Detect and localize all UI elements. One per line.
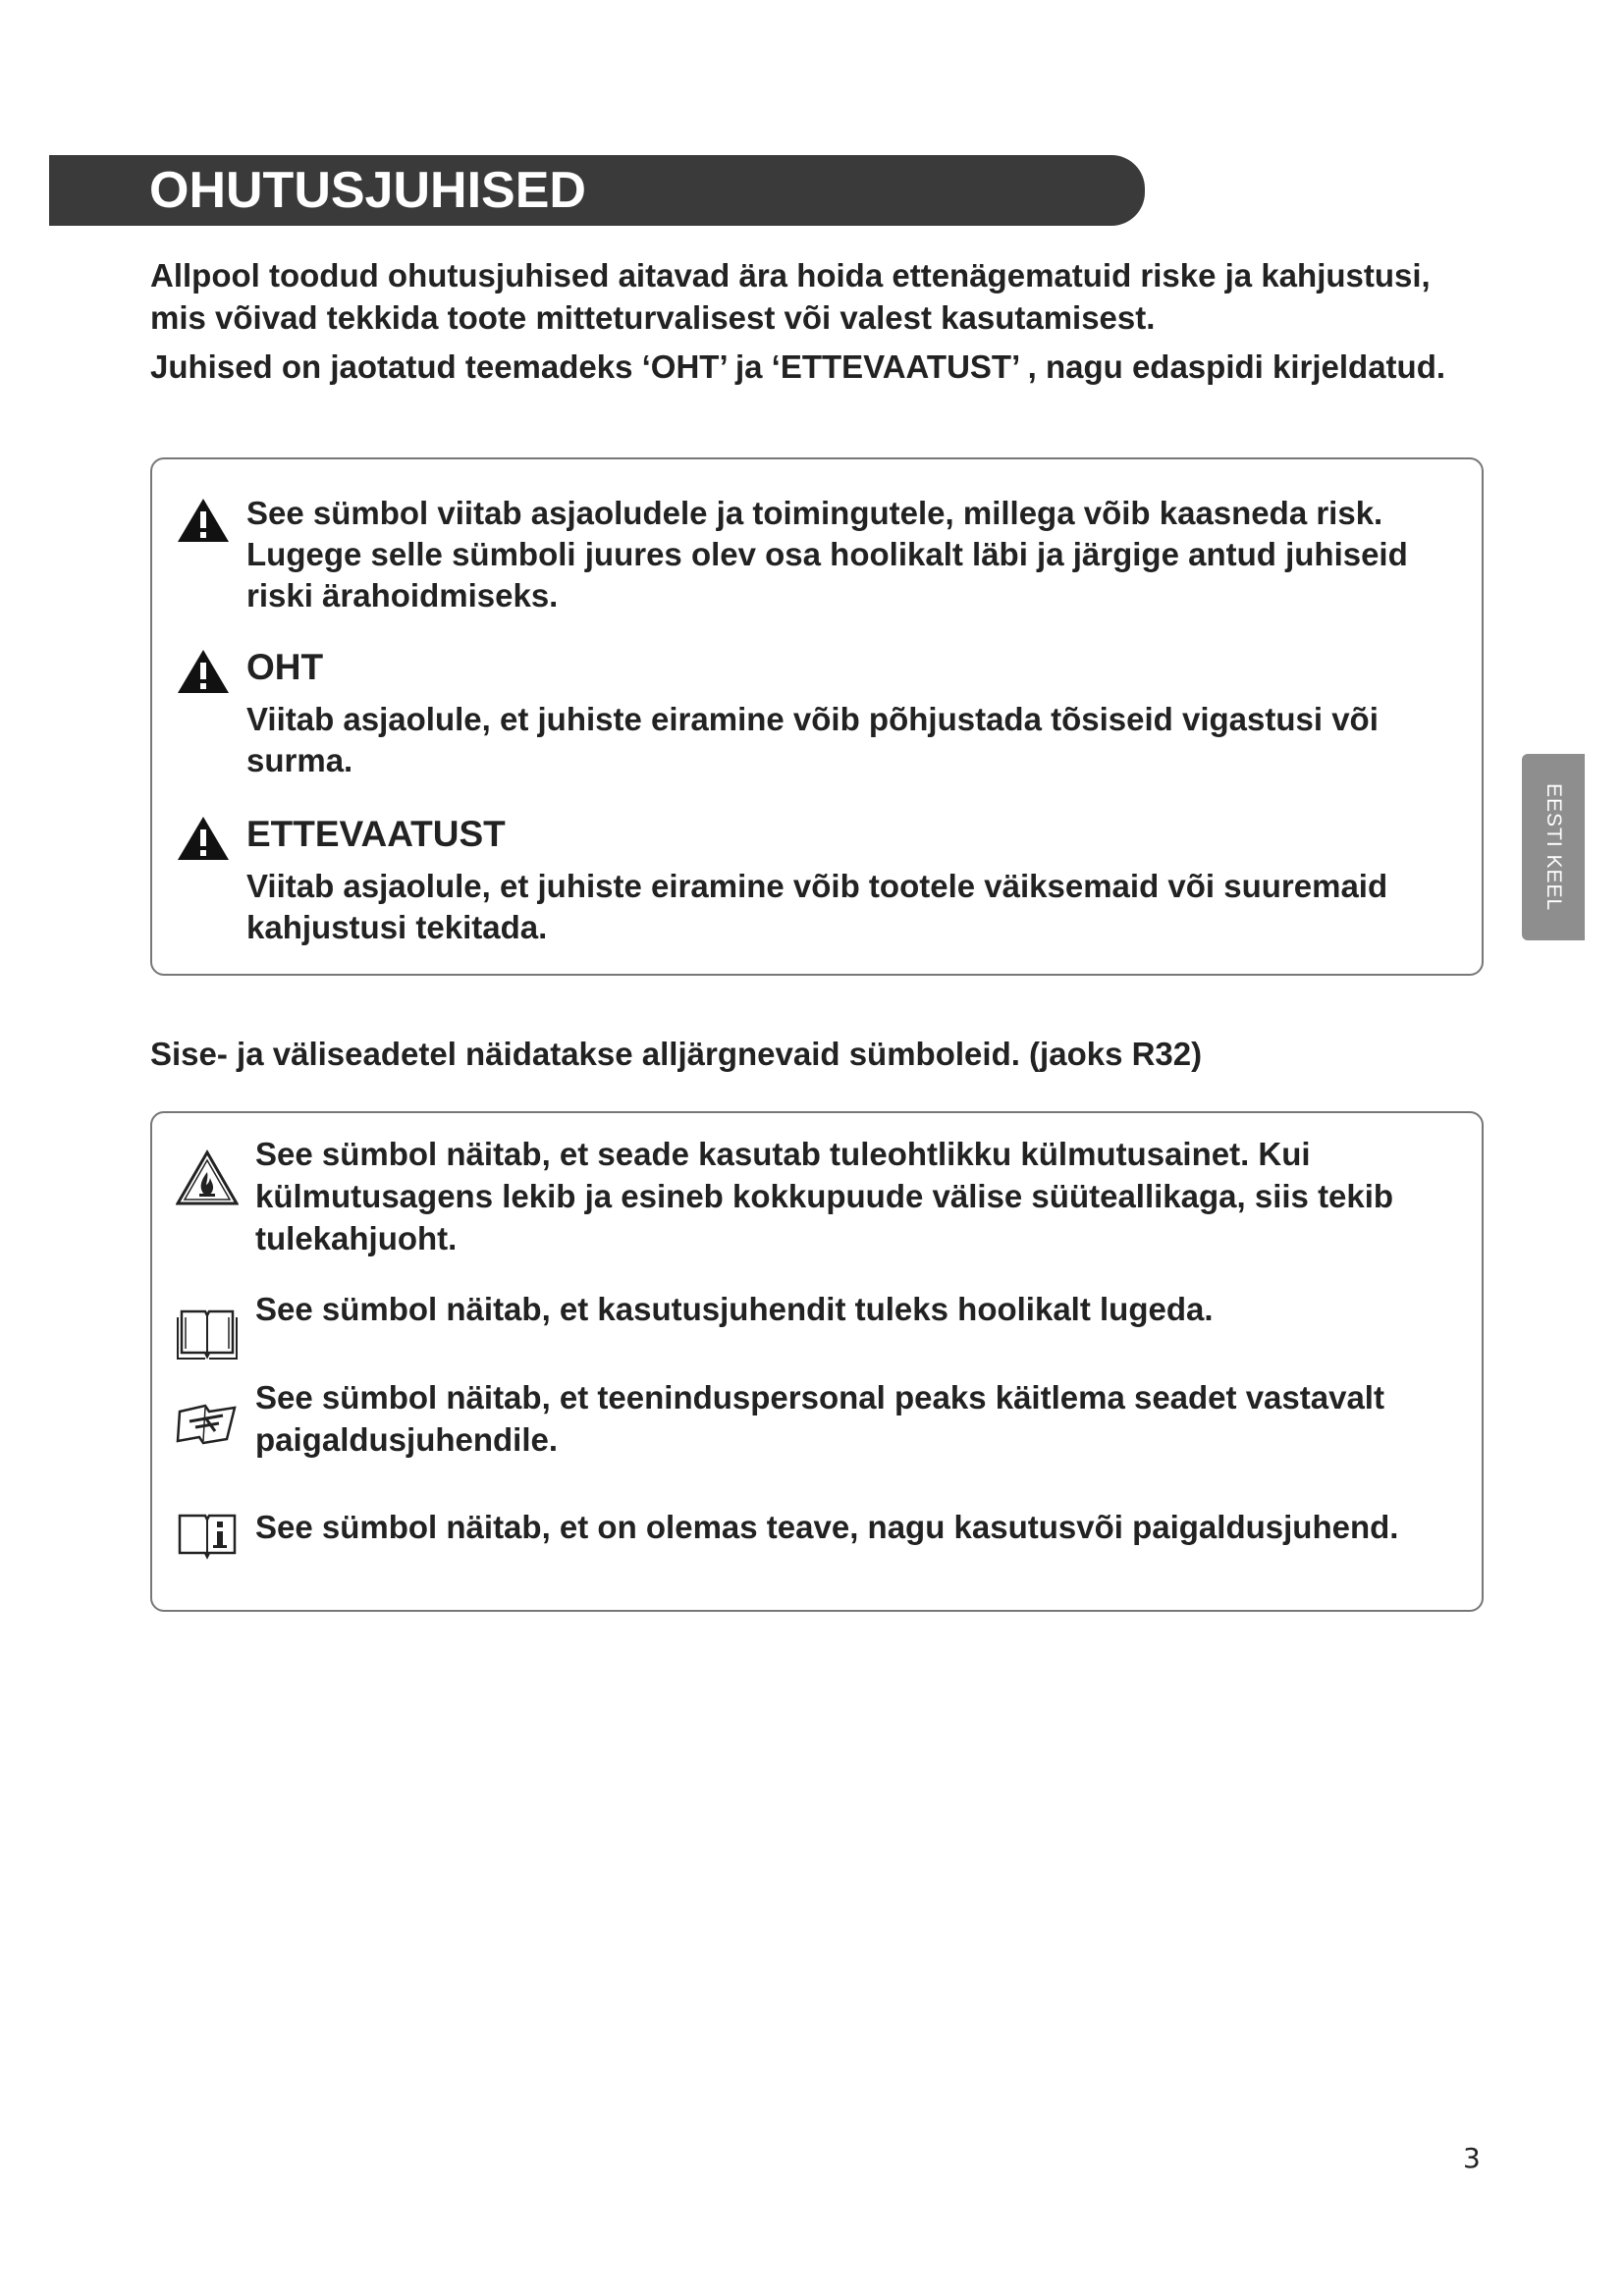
danger-heading: OHT: [246, 647, 324, 687]
service-manual-icon: [176, 1392, 239, 1451]
caution-text: Viitab asjaolule, et juhiste eiramine võib tootele väiksemaid või suuremaid kahjustusi tekitada.: [246, 868, 1388, 945]
symbol-text: See sümbol näitab, et kasutusjuhendit tuleks hoolikalt lugeda.: [255, 1291, 1214, 1327]
general-warning-text: See sümbol viitab asjaoludele ja toimingutele, millega võib kaasneda risk. Lugege selle sümboli juures olev osa hoolikalt läbi ja järgige antud juhiseid riski ärahoidmiseks.: [246, 495, 1408, 614]
flammable-warning-icon: [176, 1148, 239, 1207]
symbol-text: See sümbol näitab, et on olemas teave, nagu kasutusvõi paigaldusjuhend.: [255, 1509, 1399, 1545]
section-banner: [49, 155, 1145, 226]
intro-paragraph-2: Juhised on jaotatud teemadeks ‘OHT’ ja ‘ETTEVAATUST’ , nagu edaspidi kirjeldatud.: [150, 348, 1446, 385]
info-manual-icon: [176, 1506, 239, 1565]
warning-triangle-icon: [176, 648, 231, 695]
language-tab: [1522, 754, 1585, 940]
open-manual-icon: [176, 1304, 239, 1362]
symbols-box: [150, 1111, 1484, 1612]
symbol-text: See sümbol näitab, et seade kasutab tuleohtlikku külmutusainet. Kui külmutusagens lekib ja esineb kokkupuude välise süüteallikaga, siis tekib tulekahjuoht.: [255, 1136, 1394, 1256]
caution-heading: ETTEVAATUST: [246, 814, 506, 854]
warning-triangle-icon: [176, 815, 231, 862]
danger-text: Viitab asjaolule, et juhiste eiramine võib põhjustada tõsiseid vigastusi või surma.: [246, 701, 1379, 778]
intro-paragraph-1: Allpool toodud ohutusjuhised aitavad ära hoida ettenägematuid riske ja kahjustusi, mis võivad tekkida toote mitteturvalisest või valest kasutamisest.: [150, 257, 1431, 336]
page-title: OHUTUSJUHISED: [149, 162, 586, 219]
warning-definitions-box: [150, 457, 1484, 976]
page-number: 3: [1463, 2142, 1481, 2174]
warning-triangle-icon: [176, 497, 231, 544]
symbol-text: See sümbol näitab, et teeninduspersonal peaks käitlema seadet vastavalt paigaldusjuhendile.: [255, 1379, 1384, 1458]
symbols-heading: Sise- ja väliseadetel näidatakse alljärgnevaid sümboleid. (jaoks R32): [150, 1036, 1203, 1072]
language-tab-label: EESTI KEEL: [1543, 782, 1565, 912]
